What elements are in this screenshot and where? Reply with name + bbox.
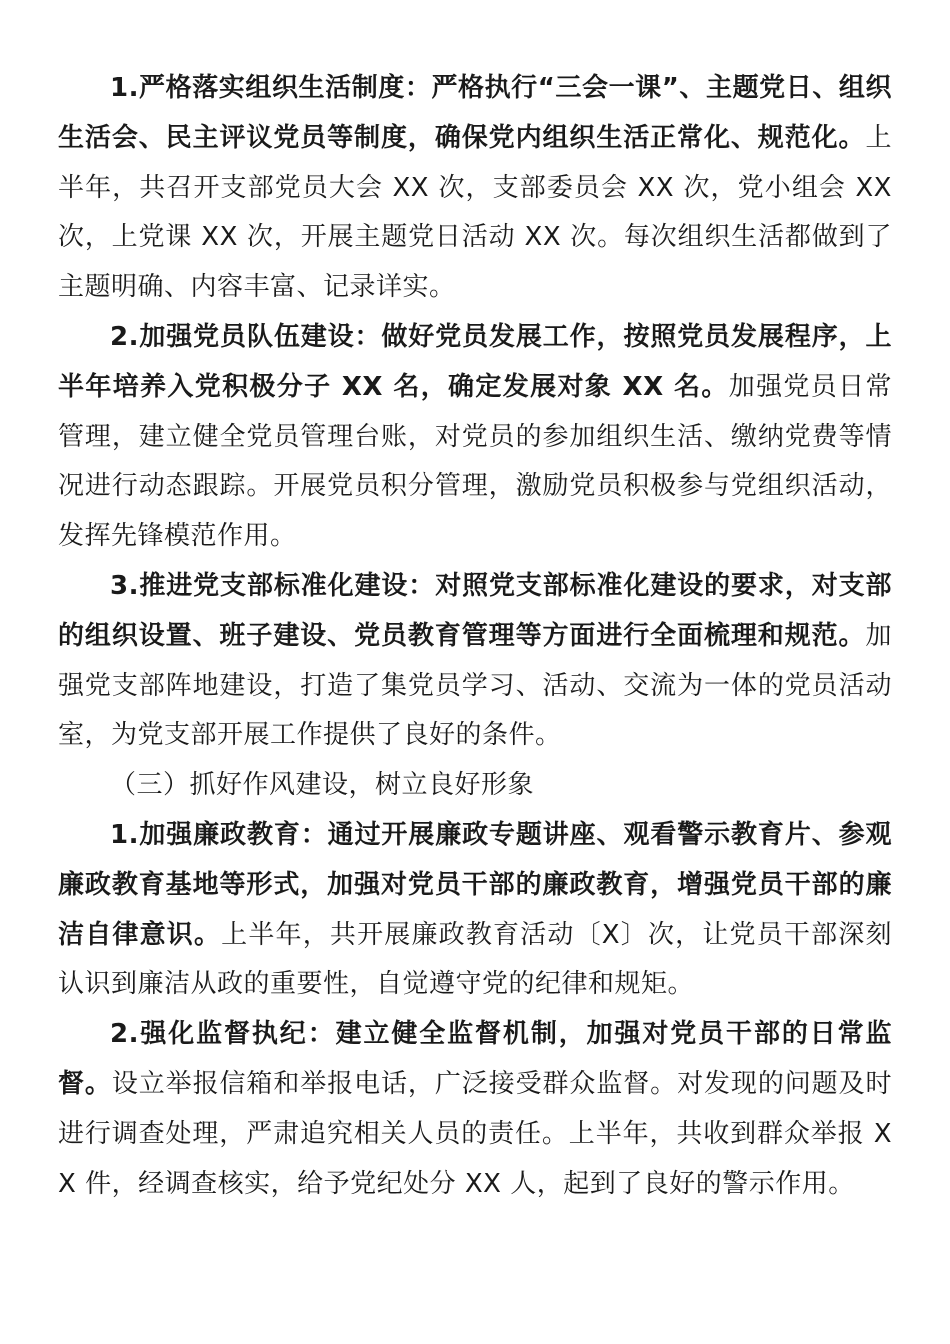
paragraph-standardization <box>58 562 892 761</box>
paragraph-integrity-education <box>58 811 892 1010</box>
paragraph-heading: 2.加强党员队伍建设：做好党员发展工作，按照党员发展程序，上半年培养入党积极分子 XX 名，确定发展对象 XX 名。 <box>58 321 892 402</box>
paragraph-text: （三）抓好作风建设，树立良好形象 <box>110 770 535 801</box>
paragraph-text: 加强党支部阵地建设，打造了集党员学习、活动、交流为一体的党员活动室，为党支部开展工作提供了良好的条件。 <box>58 620 892 751</box>
paragraph-text: 上半年，共开展廉政教育活动〔X〕次，让党员干部深刻认识到廉洁从政的重要性，自觉遵守党的纪律和规矩。 <box>58 919 892 1000</box>
paragraph-org-life <box>58 64 892 313</box>
paragraph-heading: 3.推进党支部标准化建设：对照党支部标准化建设的要求，对支部的组织设置、班子建设、党员教育管理等方面进行全面梳理和规范。 <box>58 570 892 651</box>
paragraph-text: 上半年，共召开支部党员大会 XX 次，支部委员会 XX 次，党小组会 XX 次，上党课 XX 次，开展主题党日活动 XX 次。每次组织生活都做到了主题明确、内容丰富、记录详实。 <box>58 122 892 303</box>
document-body <box>58 64 892 1209</box>
paragraph-text: 加强党员日常管理，建立健全党员管理台账，对党员的参加组织生活、缴纳党费等情况进行动态跟踪。开展党员积分管理，激励党员积极参与党组织活动，发挥先锋模范作用。 <box>58 371 892 552</box>
section-heading-style <box>58 761 892 811</box>
paragraph-supervision <box>58 1010 892 1209</box>
paragraph-heading: 1.加强廉政教育：通过开展廉政专题讲座、观看警示教育片、参观廉政教育基地等形式，加强对党员干部的廉政教育，增强党员干部的廉洁自律意识。 <box>58 819 892 950</box>
paragraph-text: 设立举报信箱和举报电话，广泛接受群众监督。对发现的问题及时进行调查处理，严肃追究相关人员的责任。上半年，共收到群众举报 XX 件，经调查核实，给予党纪处分 XX 人，起到了良好的警示作用。 <box>58 1068 892 1199</box>
paragraph-heading: 1.严格落实组织生活制度：严格执行“三会一课”、主题党日、组织生活会、民主评议党员等制度，确保党内组织生活正常化、规范化。 <box>58 73 892 153</box>
paragraph-heading: 2.强化监督执纪：建立健全监督机制，加强对党员干部的日常监督。 <box>58 1019 892 1099</box>
paragraph-member-team <box>58 313 892 562</box>
